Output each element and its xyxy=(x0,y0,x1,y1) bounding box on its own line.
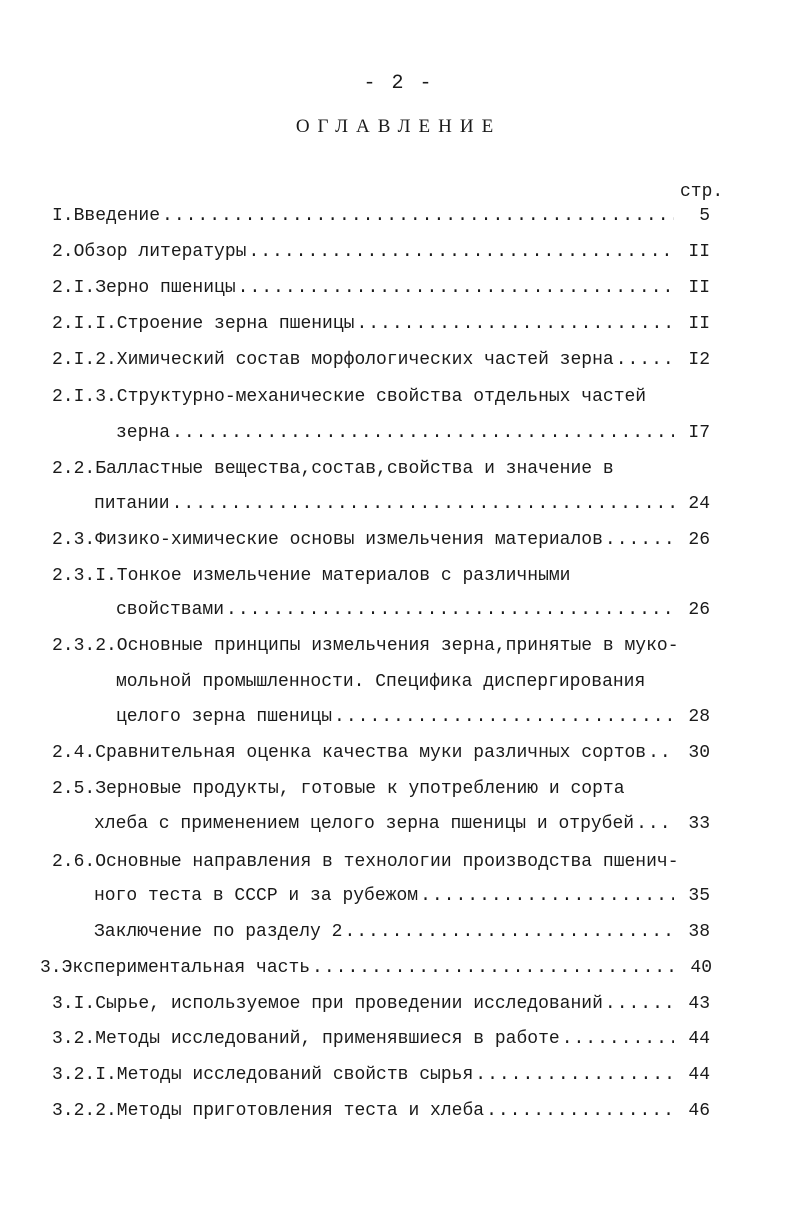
toc-entry xyxy=(52,636,712,662)
toc-entry-page: 44 xyxy=(688,1029,710,1049)
toc-entry xyxy=(116,423,710,449)
leader-dots xyxy=(636,814,674,834)
toc-entry xyxy=(116,707,710,733)
toc-entry-page: 5 xyxy=(699,206,710,226)
toc-entry xyxy=(52,206,710,232)
leader-dots xyxy=(616,350,674,370)
leader-dots xyxy=(486,1101,674,1121)
toc-entry-page: 46 xyxy=(688,1101,710,1121)
toc-entry-page: II xyxy=(688,242,710,262)
leader-dots xyxy=(605,994,674,1014)
toc-entry xyxy=(116,600,710,626)
toc-entry-title: 2.Обзор литературы xyxy=(52,242,247,262)
toc-entry xyxy=(52,1065,710,1091)
leader-dots xyxy=(248,242,674,262)
toc-entry-title: целого зерна пшеницы xyxy=(116,707,333,727)
toc-entry-page: 26 xyxy=(688,600,710,620)
leader-dots xyxy=(172,494,674,514)
toc-entry-page: II xyxy=(688,278,710,298)
toc-entry-title: 2.3.Физико-химические основы измельчения материалов xyxy=(52,530,603,550)
leader-dots xyxy=(356,314,674,334)
toc-entry-title: 3.2.I.Методы исследований свойств сырья xyxy=(52,1065,474,1085)
toc-entry-page: 40 xyxy=(690,958,712,978)
toc-entry-page: 24 xyxy=(688,494,710,514)
toc-entry xyxy=(94,814,710,840)
leader-dots xyxy=(420,886,674,906)
toc-entry-title: I.Введение xyxy=(52,206,161,226)
toc-entry-title: ного теста в СССР и за рубежом xyxy=(94,886,419,906)
toc-entry xyxy=(52,1101,710,1127)
toc-entry-title: свойствами xyxy=(116,600,225,620)
toc-entry-title: 2.2.Балластные вещества,состав,свойства и значение в xyxy=(52,459,614,479)
leader-dots xyxy=(334,707,674,727)
leader-dots xyxy=(238,278,674,298)
page-column-label: стр. xyxy=(680,182,724,202)
toc-entry-page: II xyxy=(688,314,710,334)
toc-entry-page: 28 xyxy=(688,707,710,727)
toc-entry-page: 35 xyxy=(688,886,710,906)
toc-entry-title: мольной промышленности. Специфика диспергирования xyxy=(116,672,646,692)
toc-entry xyxy=(40,958,712,984)
toc-entry xyxy=(94,922,710,948)
toc-entry xyxy=(52,530,710,556)
toc-entry-page: 30 xyxy=(688,743,710,763)
toc-entry xyxy=(52,779,710,805)
toc-entry xyxy=(52,278,710,304)
toc-entry xyxy=(52,1029,710,1055)
toc-entry-page: 43 xyxy=(688,994,710,1014)
toc-entry-page: 26 xyxy=(688,530,710,550)
toc-entry-title: зерна xyxy=(116,423,171,443)
toc-entry-title: 2.3.2.Основные принципы измельчения зерна,принятые в муко- xyxy=(52,636,679,656)
toc-entry-title: 3.Экспериментальная часть xyxy=(40,958,311,978)
toc-entry xyxy=(52,459,710,485)
toc-entry-page: I2 xyxy=(688,350,710,370)
toc-entry xyxy=(52,242,710,268)
toc-entry-title: 2.I.3.Структурно-механические свойства отдельных частей xyxy=(52,387,647,407)
page-number: - 2 - xyxy=(363,72,434,95)
leader-dots xyxy=(475,1065,674,1085)
leader-dots xyxy=(226,600,674,620)
toc-entry-title: 2.6.Основные направления в технологии производства пшенич- xyxy=(52,852,679,872)
toc-entry xyxy=(94,886,710,912)
toc-entry-page: 33 xyxy=(688,814,710,834)
leader-dots xyxy=(562,1029,674,1049)
toc-entry-title: 2.4.Сравнительная оценка качества муки различных сортов xyxy=(52,743,647,763)
leader-dots xyxy=(172,423,674,443)
toc-entry-title: 2.I.2.Химический состав морфологических частей зерна xyxy=(52,350,614,370)
toc-entry-title: 3.I.Сырье, используемое при проведении исследований xyxy=(52,994,603,1014)
toc-entry-title: 3.2.Методы исследований, применявшиеся в работе xyxy=(52,1029,560,1049)
toc-entry xyxy=(116,672,710,698)
toc-entry xyxy=(52,852,712,878)
toc-entry-title: Заключение по разделу 2 xyxy=(94,922,343,942)
toc-entry-page: I7 xyxy=(688,423,710,443)
toc-entry-title: 3.2.2.Методы приготовления теста и хлеба xyxy=(52,1101,485,1121)
leader-dots xyxy=(312,958,676,978)
toc-entry xyxy=(52,566,710,592)
toc-entry-title: 2.I.I.Строение зерна пшеницы xyxy=(52,314,355,334)
toc-entry-title: хлеба с применением целого зерна пшеницы и отрубей xyxy=(94,814,635,834)
toc-entry xyxy=(52,994,710,1020)
toc-entry-page: 44 xyxy=(688,1065,710,1085)
toc-entry xyxy=(94,494,710,520)
toc-entry xyxy=(52,743,710,769)
toc-entry-page: 38 xyxy=(688,922,710,942)
leader-dots xyxy=(605,530,674,550)
toc-entry-title: 2.I.Зерно пшеницы xyxy=(52,278,236,298)
document-title: ОГЛАВЛЕНИЕ xyxy=(295,116,502,137)
leader-dots xyxy=(648,743,674,763)
toc-entry xyxy=(52,350,710,376)
toc-entry xyxy=(52,314,710,340)
toc-entry-title: 2.5.Зерновые продукты, готовые к употреблению и сорта xyxy=(52,779,625,799)
leader-dots xyxy=(344,922,674,942)
toc-entry-title: питании xyxy=(94,494,170,514)
toc-entry-title: 2.3.I.Тонкое измельчение материалов с различными xyxy=(52,566,571,586)
leader-dots xyxy=(162,206,674,226)
toc-entry xyxy=(52,387,710,413)
